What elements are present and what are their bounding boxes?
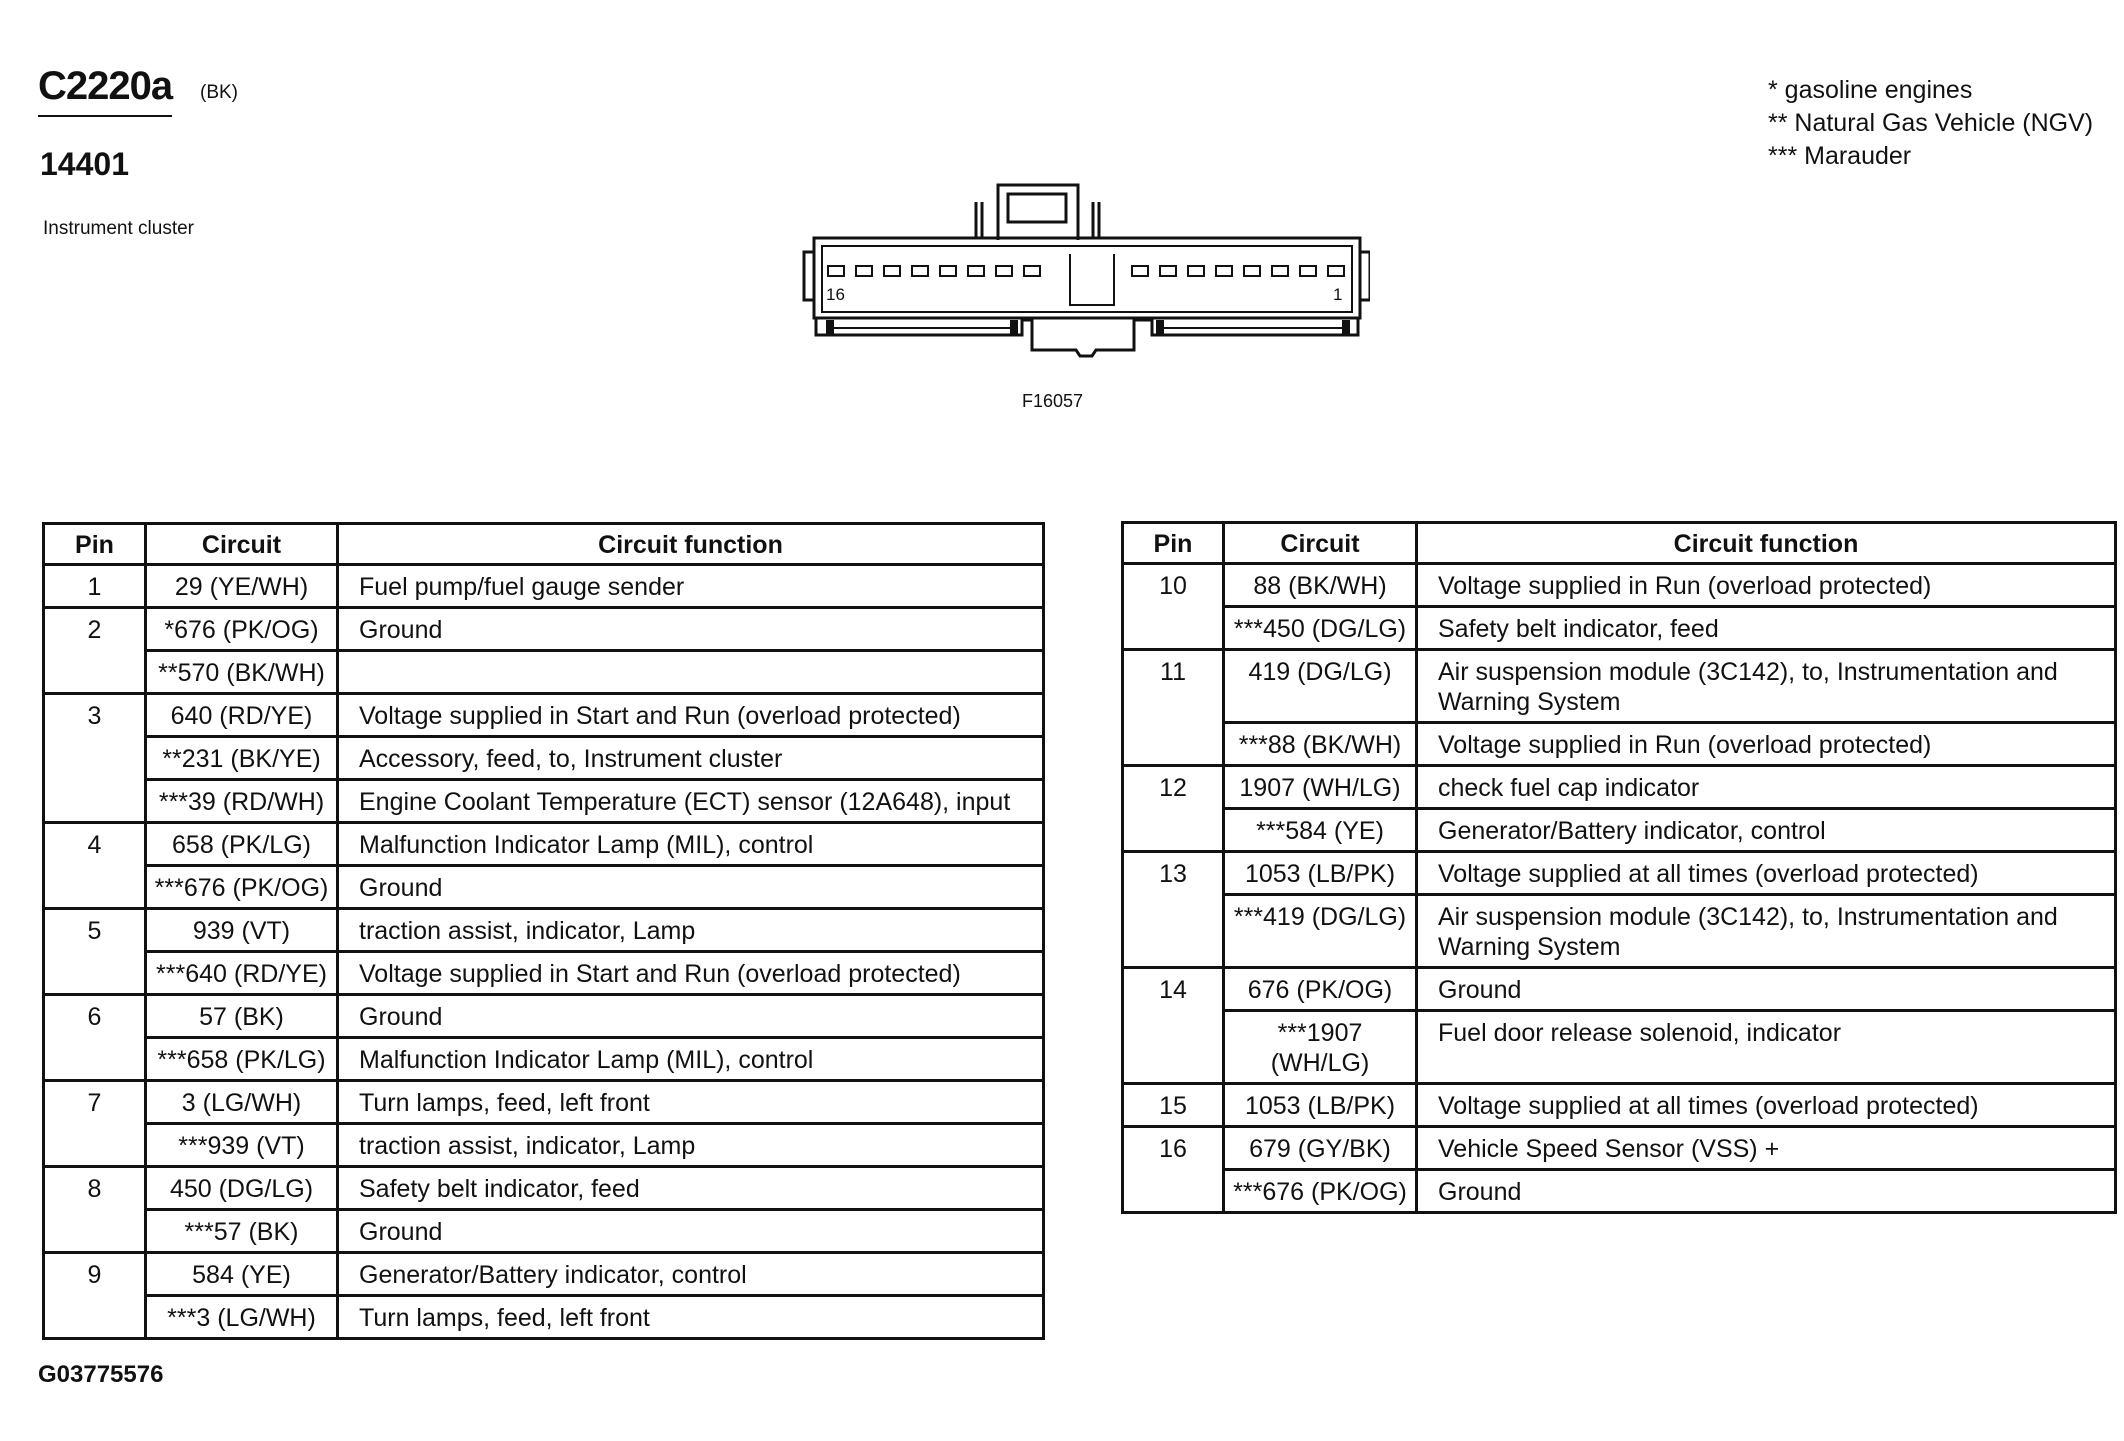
circuit-cell: ***57 (BK): [146, 1210, 338, 1253]
circuit-cell: 1053 (LB/PK): [1224, 1084, 1417, 1127]
table-row: [44, 1081, 1044, 1124]
function-cell: Generator/Battery indicator, control: [1417, 809, 2116, 852]
pin-number: 9: [44, 1253, 146, 1339]
legend-item: * gasoline engines: [1768, 76, 1973, 104]
circuit-cell: **570 (BK/WH): [146, 651, 338, 694]
table-row: [1123, 895, 2116, 968]
header-circuit: Circuit: [146, 524, 338, 565]
pin-number: 11: [1123, 650, 1224, 766]
circuit-cell: ***676 (PK/OG): [146, 866, 338, 909]
circuit-cell: 29 (YE/WH): [146, 565, 338, 608]
function-cell: Fuel door release solenoid, indicator: [1417, 1011, 2116, 1084]
function-cell: Voltage supplied at all times (overload protected): [1417, 1084, 2116, 1127]
header-circuit: Circuit: [1224, 523, 1417, 564]
table-row: [44, 780, 1044, 823]
connector-color: (BK): [200, 82, 238, 103]
figure-id: F16057: [1022, 391, 1084, 411]
table-row: [1123, 607, 2116, 650]
table-row: [44, 694, 1044, 737]
pin-label-16: 16: [826, 285, 845, 304]
function-cell: Ground: [1417, 1170, 2116, 1213]
circuit-cell: 676 (PK/OG): [1224, 968, 1417, 1011]
table-row: [44, 565, 1044, 608]
table-row: [1123, 564, 2116, 607]
function-cell: Air suspension module (3C142), to, Instrumentation and Warning System: [1417, 895, 2116, 968]
function-cell: Voltage supplied in Start and Run (overload protected): [338, 952, 1044, 995]
function-cell: Malfunction Indicator Lamp (MIL), control: [338, 1038, 1044, 1081]
pin-number: 4: [44, 823, 146, 909]
connector-id: C2220a: [38, 64, 173, 108]
table-row: [1123, 650, 2116, 723]
pin-number: 10: [1123, 564, 1224, 650]
circuit-cell: 450 (DG/LG): [146, 1167, 338, 1210]
table-row: [1123, 1127, 2116, 1170]
function-cell: Air suspension module (3C142), to, Instrumentation and Warning System: [1417, 650, 2116, 723]
legend-item: ** Natural Gas Vehicle (NGV): [1768, 109, 2094, 137]
pin-number: 7: [44, 1081, 146, 1167]
circuit-cell: ***676 (PK/OG): [1224, 1170, 1417, 1213]
connector-face-diagram: [800, 180, 1370, 370]
table-row: [44, 1253, 1044, 1296]
function-cell: Voltage supplied in Run (overload protected): [1417, 723, 2116, 766]
pin-number: 5: [44, 909, 146, 995]
function-cell: Ground: [338, 1210, 1044, 1253]
table-row: [1123, 852, 2116, 895]
table-row: [44, 1124, 1044, 1167]
table-row: [1123, 968, 2116, 1011]
pin-number: 8: [44, 1167, 146, 1253]
header-function: Circuit function: [1417, 523, 2116, 564]
circuit-cell: 419 (DG/LG): [1224, 650, 1417, 723]
circuit-cell: 658 (PK/LG): [146, 823, 338, 866]
table-row: [1123, 1084, 2116, 1127]
table-row: [1123, 809, 2116, 852]
circuit-cell: ***640 (RD/YE): [146, 952, 338, 995]
table-row: [1123, 766, 2116, 809]
table-row: [44, 952, 1044, 995]
function-cell: Malfunction Indicator Lamp (MIL), control: [338, 823, 1044, 866]
table-header-row: [1123, 523, 2116, 564]
table-row: [1123, 1170, 2116, 1213]
pin-number: 1: [44, 565, 146, 608]
function-cell: Accessory, feed, to, Instrument cluster: [338, 737, 1044, 780]
function-cell: traction assist, indicator, Lamp: [338, 1124, 1044, 1167]
function-cell: Ground: [1417, 968, 2116, 1011]
function-cell: Ground: [338, 608, 1044, 651]
table-row: [44, 823, 1044, 866]
function-cell: Fuel pump/fuel gauge sender: [338, 565, 1044, 608]
function-cell: check fuel cap indicator: [1417, 766, 2116, 809]
function-cell: Safety belt indicator, feed: [1417, 607, 2116, 650]
pin-number: 14: [1123, 968, 1224, 1084]
circuit-cell: ***3 (LG/WH): [146, 1296, 338, 1339]
circuit-cell: ***39 (RD/WH): [146, 780, 338, 823]
pinout-table-right: [1121, 521, 2117, 1214]
table-row: [44, 995, 1044, 1038]
header-function: Circuit function: [338, 524, 1044, 565]
circuit-cell: 88 (BK/WH): [1224, 564, 1417, 607]
pin-number: 16: [1123, 1127, 1224, 1213]
function-cell: Voltage supplied at all times (overload protected): [1417, 852, 2116, 895]
circuit-cell: 1907 (WH/LG): [1224, 766, 1417, 809]
function-cell: [338, 651, 1044, 694]
document-id: G03775576: [38, 1361, 164, 1388]
table-row: [44, 651, 1044, 694]
function-cell: Vehicle Speed Sensor (VSS) +: [1417, 1127, 2116, 1170]
circuit-cell: ***419 (DG/LG): [1224, 895, 1417, 968]
function-cell: Turn lamps, feed, left front: [338, 1081, 1044, 1124]
table-row: [44, 1210, 1044, 1253]
circuit-cell: ***1907 (WH/LG): [1224, 1011, 1417, 1084]
pinout-table-left: [42, 522, 1045, 1340]
function-cell: traction assist, indicator, Lamp: [338, 909, 1044, 952]
table-row: [1123, 1011, 2116, 1084]
pin-number: 2: [44, 608, 146, 694]
legend-item: *** Marauder: [1768, 142, 1912, 170]
circuit-cell: ***450 (DG/LG): [1224, 607, 1417, 650]
function-cell: Voltage supplied in Start and Run (overload protected): [338, 694, 1044, 737]
legend: [1768, 74, 2093, 173]
circuit-cell: 679 (GY/BK): [1224, 1127, 1417, 1170]
table-row: [44, 1296, 1044, 1339]
circuit-cell: ***88 (BK/WH): [1224, 723, 1417, 766]
function-cell: Ground: [338, 995, 1044, 1038]
header-pin: Pin: [1123, 523, 1224, 564]
function-cell: Voltage supplied in Run (overload protected): [1417, 564, 2116, 607]
circuit-cell: ***658 (PK/LG): [146, 1038, 338, 1081]
pin-number: 13: [1123, 852, 1224, 968]
function-cell: Turn lamps, feed, left front: [338, 1296, 1044, 1339]
pin-number: 12: [1123, 766, 1224, 852]
function-cell: Safety belt indicator, feed: [338, 1167, 1044, 1210]
function-cell: Engine Coolant Temperature (ECT) sensor (12A648), input: [338, 780, 1044, 823]
circuit-cell: ***939 (VT): [146, 1124, 338, 1167]
title-underline: [38, 115, 172, 117]
circuit-cell: *676 (PK/OG): [146, 608, 338, 651]
pin-label-1: 1: [1333, 285, 1343, 304]
circuit-cell: 57 (BK): [146, 995, 338, 1038]
part-number: 14401: [40, 146, 129, 182]
pin-number: 6: [44, 995, 146, 1081]
circuit-cell: 584 (YE): [146, 1253, 338, 1296]
table-row: [44, 1167, 1044, 1210]
table-row: [44, 608, 1044, 651]
circuit-cell: 3 (LG/WH): [146, 1081, 338, 1124]
circuit-cell: **231 (BK/YE): [146, 737, 338, 780]
function-cell: Ground: [338, 866, 1044, 909]
table-row: [44, 909, 1044, 952]
circuit-cell: 939 (VT): [146, 909, 338, 952]
circuit-cell: 1053 (LB/PK): [1224, 852, 1417, 895]
table-row: [44, 737, 1044, 780]
table-row: [44, 866, 1044, 909]
function-cell: Generator/Battery indicator, control: [338, 1253, 1044, 1296]
circuit-cell: 640 (RD/YE): [146, 694, 338, 737]
header-pin: Pin: [44, 524, 146, 565]
pin-number: 15: [1123, 1084, 1224, 1127]
table-header-row: [44, 524, 1044, 565]
table-row: [1123, 723, 2116, 766]
table-row: [44, 1038, 1044, 1081]
circuit-cell: ***584 (YE): [1224, 809, 1417, 852]
connector-description: Instrument cluster: [43, 218, 194, 239]
pin-number: 3: [44, 694, 146, 823]
